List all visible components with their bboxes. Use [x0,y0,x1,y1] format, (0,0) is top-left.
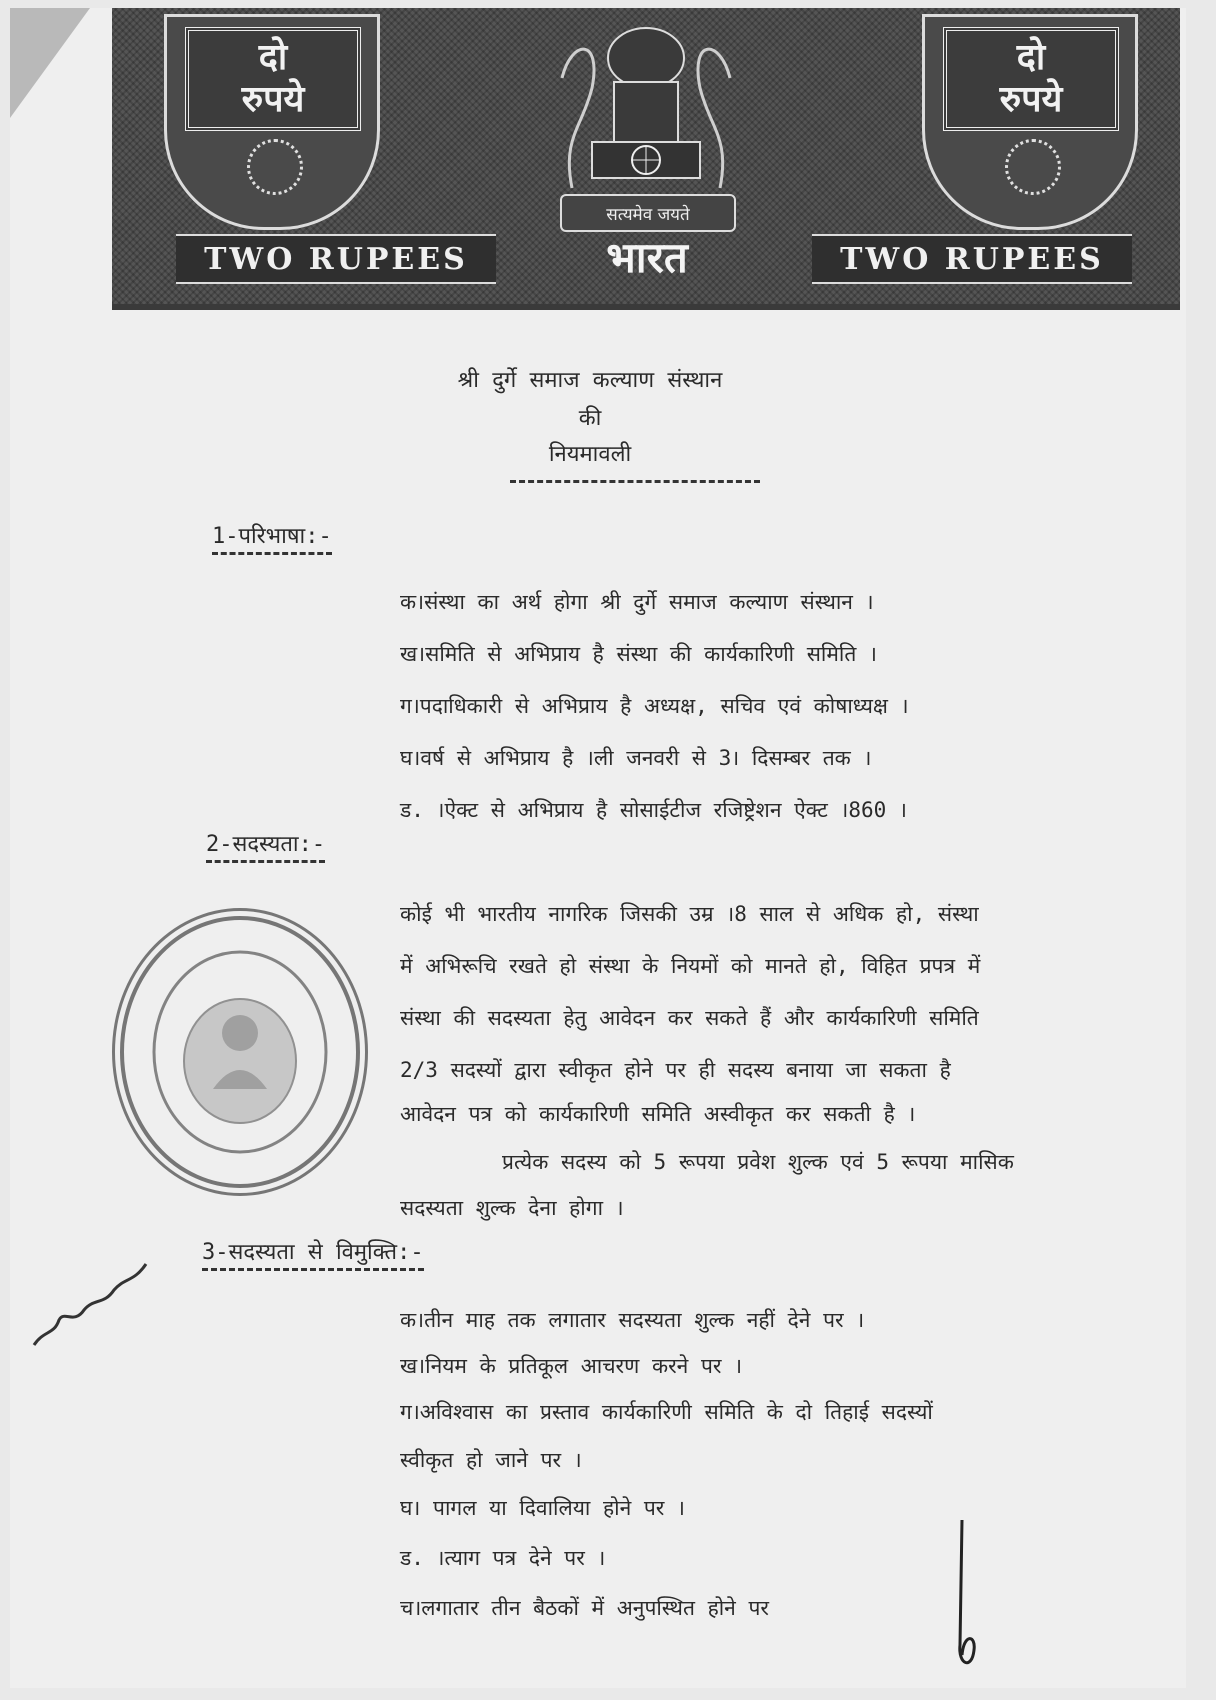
official-seal-icon [112,908,368,1196]
membership-line: में अभिरूचि रखते हो संस्था के नियमों को मानते हो, विहित प्रपत्र में [400,954,981,978]
section-heading-definitions [212,520,332,550]
section-heading-membership [206,828,325,858]
termination-line: ख।नियम के प्रतिकूल आचरण करने पर । [400,1354,743,1378]
membership-line: संस्था की सदस्यता हेतु आवेदन कर सकते हैं और कार्यकारिणी समिति [400,1006,979,1030]
membership-line: आवेदन पत्र को कार्यकारिणी समिति अस्वीकृत कर सकती है । [400,1102,916,1126]
denomination-box-left [185,27,361,131]
denomination-hindi-line2: रुपये [241,79,305,120]
termination-line: स्वीकृत हो जाने पर । [400,1448,582,1472]
handwritten-margin-note-icon [24,1250,154,1360]
national-emblem-icon [552,18,740,218]
membership-line: सदस्यता शुल्क देना होगा । [400,1196,624,1220]
signature-icon [950,1515,980,1675]
section-heading-text: 1-परिभाषा:- [212,524,332,555]
termination-line: क।तीन माह तक लगातार सदस्यता शुल्क नहीं देने पर । [400,1308,865,1332]
termination-line: च।लगातार तीन बैठकों में अनुपस्थित होने पर [400,1596,769,1620]
definition-line: ड. ।ऐक्ट से अभिप्राय है सोसाईटीज रजिष्ट्रेशन ऐक्ट ।860 । [400,798,907,822]
title-organization: श्री दुर्गे समाज कल्याण संस्थान [457,368,723,393]
section-heading-text: 2-सदस्यता:- [206,832,325,863]
denomination-english-right: TWO RUPEES [812,234,1132,284]
denomination-panel-left [164,14,380,230]
denomination-box-right [943,27,1119,131]
section-heading-text: 3-सदस्यता से विमुक्ति:- [202,1240,424,1271]
title-connector: की [578,406,602,431]
denomination-hindi-line1: दो [258,37,288,78]
membership-line: 2/3 सदस्यों द्वारा स्वीकृत होने पर ही सदस्य बनाया जा सकता है [400,1058,951,1082]
definition-line: ग।पदाधिकारी से अभिप्राय है अध्यक्ष, सचिव एवं कोषाध्यक्ष । [400,694,909,718]
folded-corner [10,8,90,118]
membership-line: प्रत्येक सदस्य को 5 रूपया प्रवेश शुल्क एवं 5 रूपया मासिक [502,1150,1014,1174]
emblem-motto: सत्यमेव जयते [560,194,736,232]
definition-line: ख।समिति से अभिप्राय है संस्था की कार्यकारिणी समिति । [400,642,877,666]
country-name: भारत [606,232,688,282]
denomination-panel-right [922,14,1138,230]
membership-line: कोई भी भारतीय नागरिक जिसकी उम्र ।8 साल से अधिक हो, संस्था [400,902,979,926]
definition-line: क।संस्था का अर्थ होगा श्री दुर्गे समाज कल्याण संस्थान । [400,590,874,614]
definition-line: घ।वर्ष से अभिप्राय है ।ली जनवरी से 3। दिसम्बर तक । [400,746,872,770]
termination-line: ग।अविश्वास का प्रस्ताव कार्यकारिणी समिति के दो तिहाई सदस्यों [400,1400,933,1424]
denomination-english-left: TWO RUPEES [176,234,496,284]
rosette-ornament [247,139,303,195]
section-heading-termination [202,1236,424,1266]
title-underline [510,480,760,483]
denomination-hindi-line2: रुपये [999,79,1063,120]
termination-line: घ। पागल या दिवालिया होने पर । [400,1496,685,1520]
rosette-ornament [1005,139,1061,195]
stamp-paper-header [112,8,1180,310]
denomination-hindi-line1: दो [1016,37,1046,78]
termination-line: ड. ।त्याग पत्र देने पर । [400,1546,606,1570]
title-rules: नियमावली [548,442,632,467]
